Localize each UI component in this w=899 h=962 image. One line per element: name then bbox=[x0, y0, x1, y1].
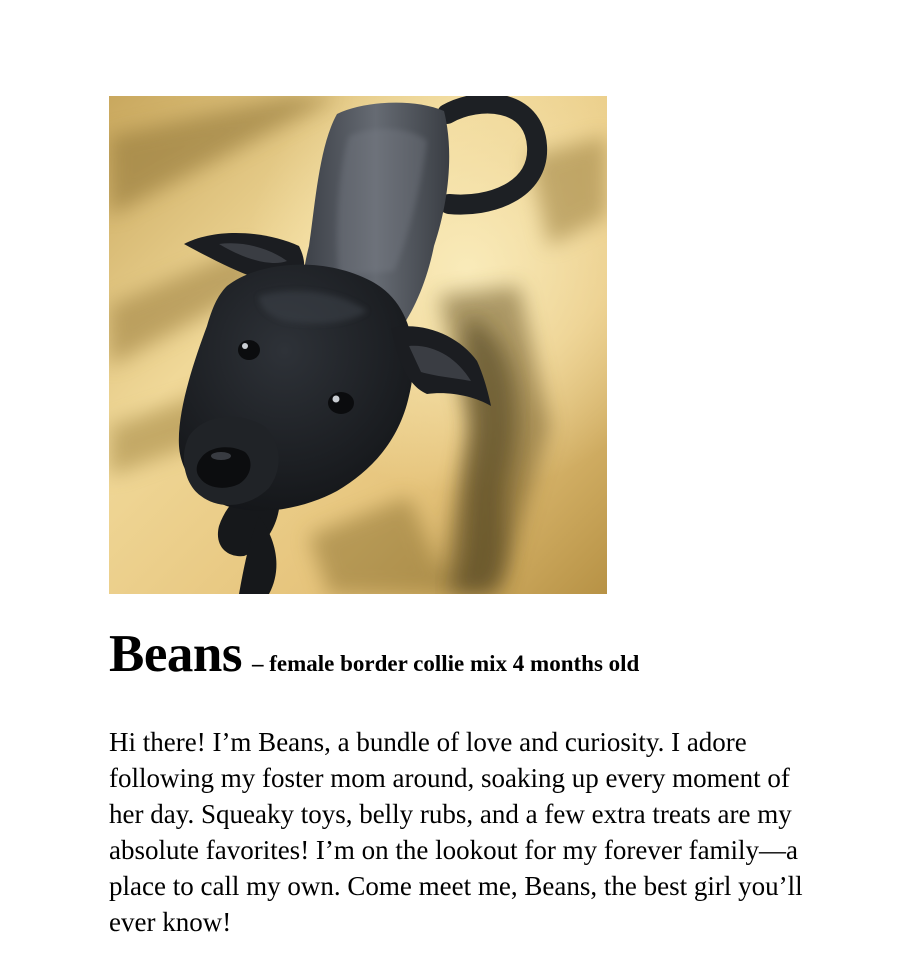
pet-bio: Hi there! I’m Beans, a bundle of love and curiosity. I adore following my foster mom around, soaking up every moment of her day. Squeaky toys, belly rubs, and a few extra treats are my absolute favorites! I’m on the lookout for my forever family—a place to call my own. Come meet me, Beans, the best girl you’ll ever know! bbox=[109, 727, 803, 937]
pet-details: – female border collie mix 4 months old bbox=[251, 651, 640, 676]
dog-photo bbox=[109, 96, 607, 594]
pet-title bbox=[109, 625, 869, 683]
pet-name: Beans bbox=[109, 625, 242, 683]
